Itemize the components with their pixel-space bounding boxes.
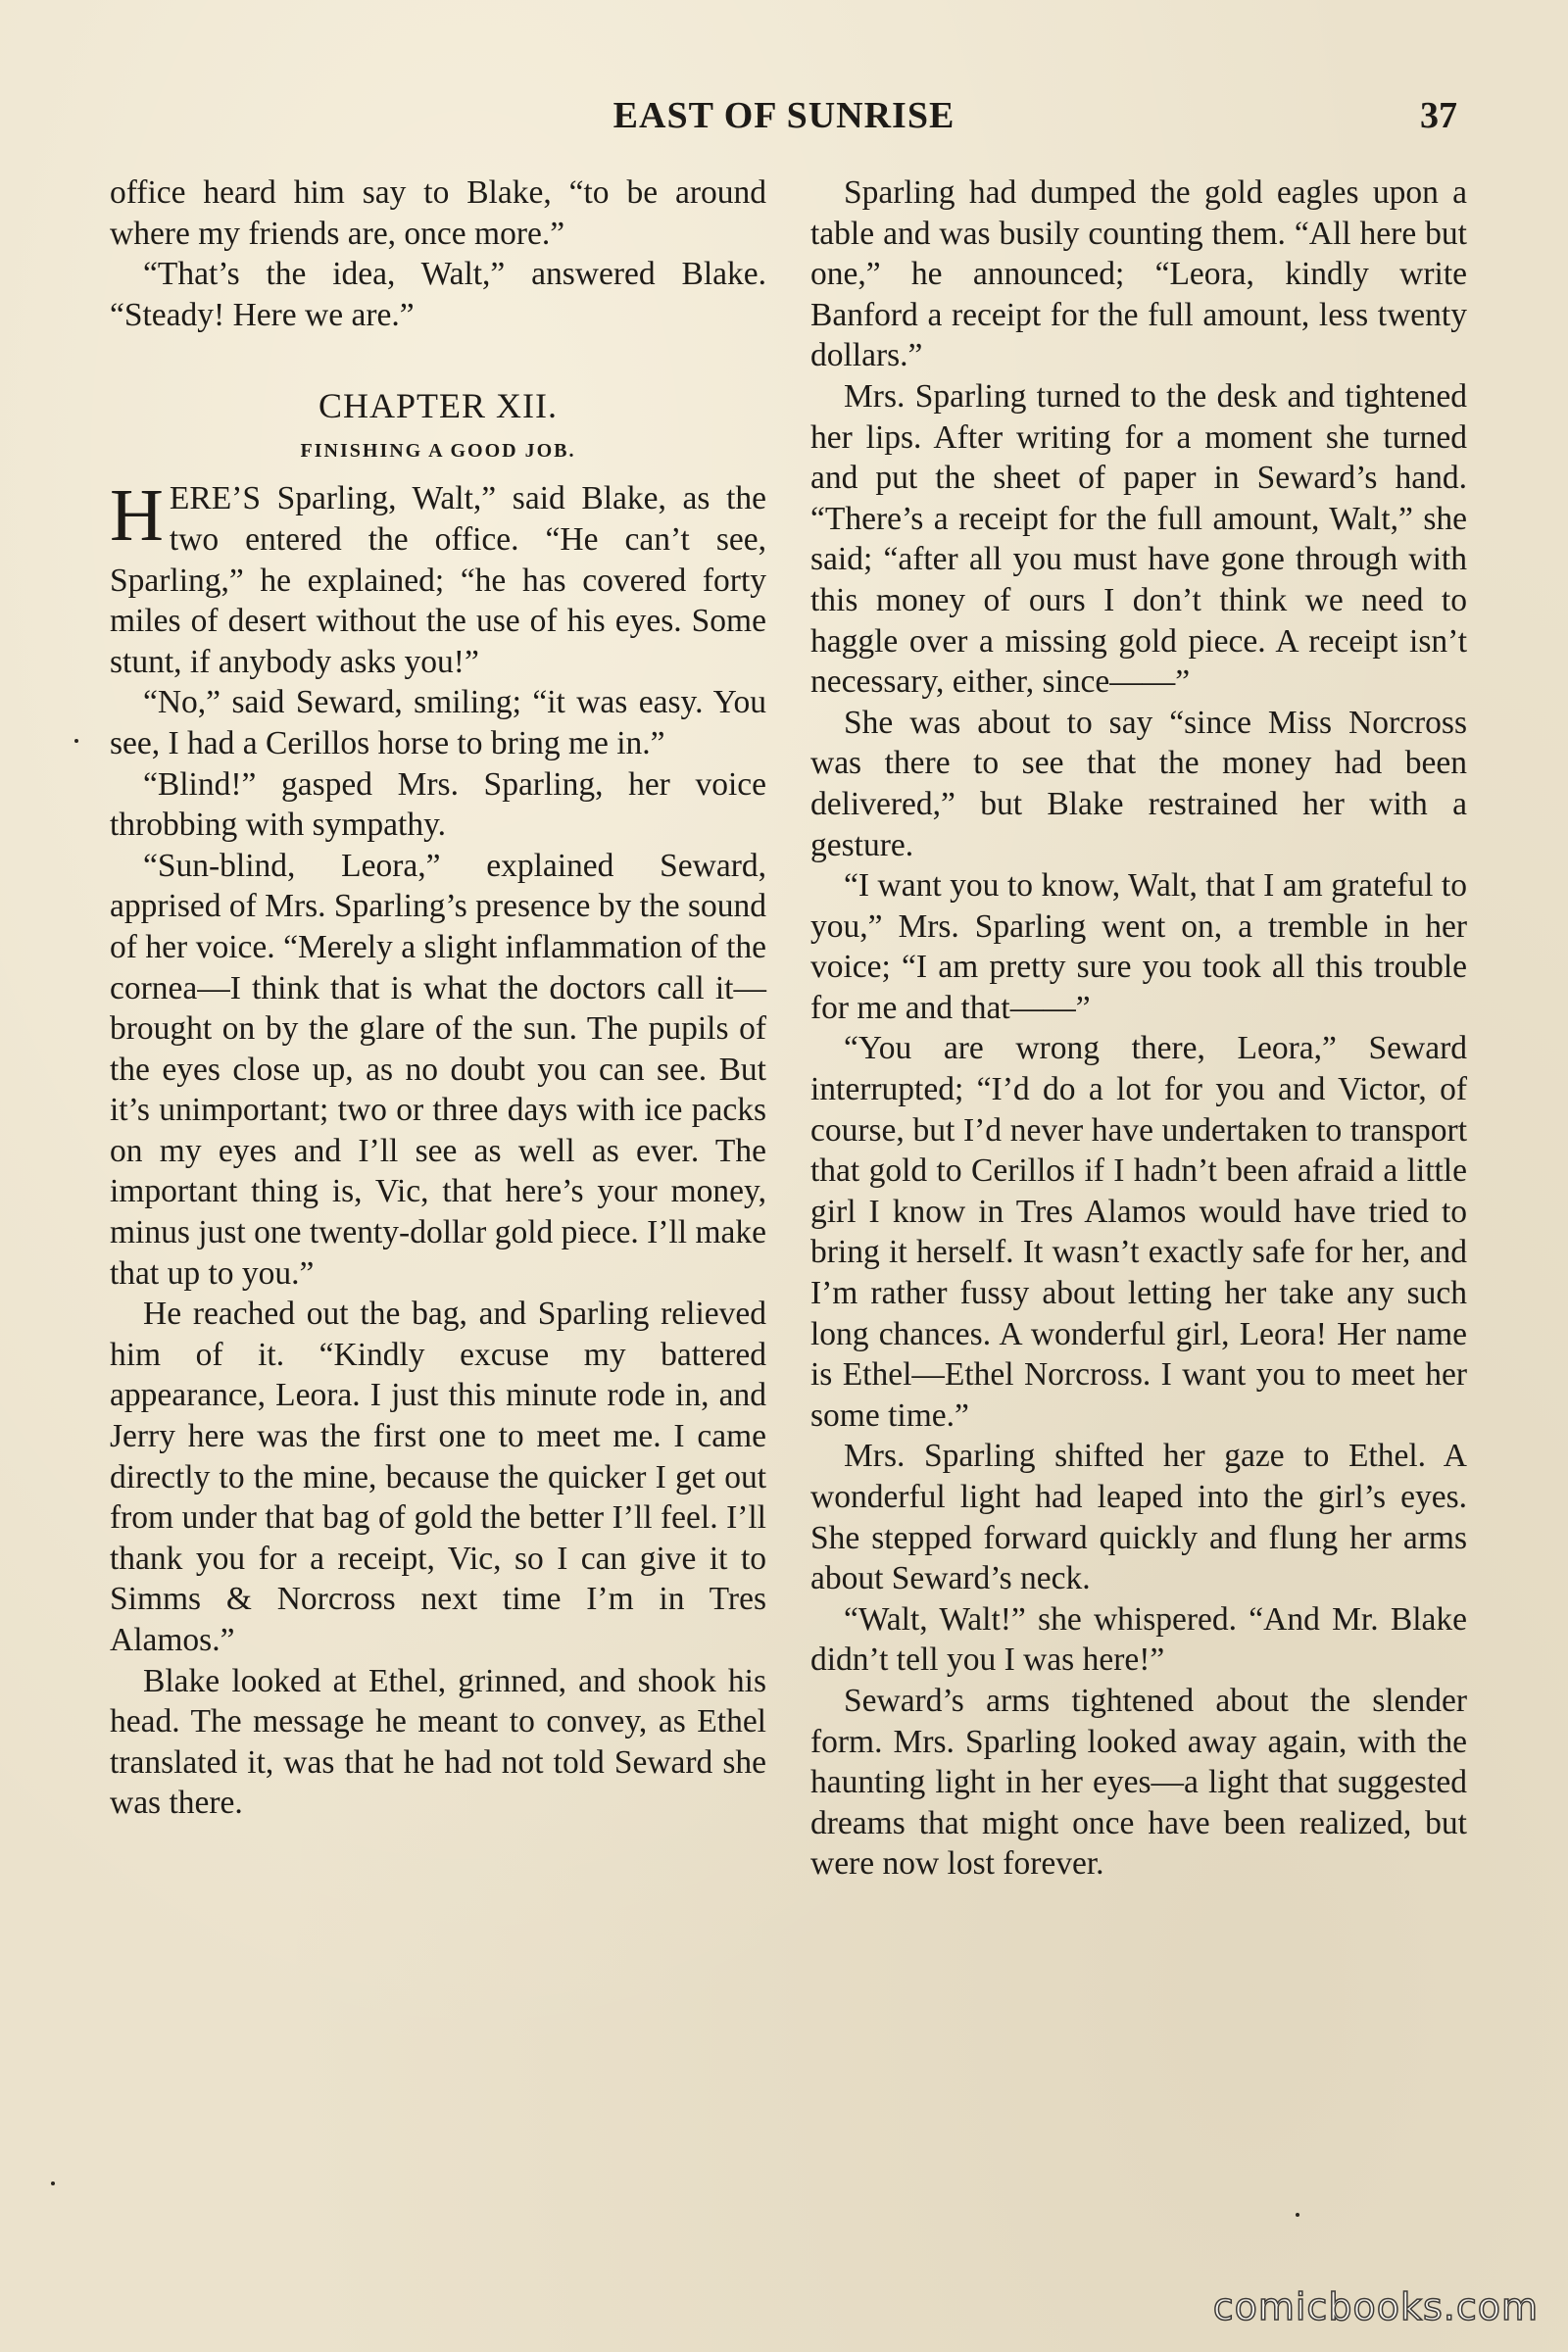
paragraph: “No,” said Seward, smiling; “it was easy. You see, I had a Cerillos horse to bring me in.” — [110, 684, 766, 761]
paragraph: She was about to say “since Miss Norcross was there to see that the money had been delivered,” but Blake restrained her with a gesture. — [810, 704, 1467, 863]
paragraph: “That’s the idea, Walt,” answered Blake. “Steady! Here we are.” — [110, 256, 766, 333]
paragraph: office heard him say to Blake, “to be around where my friends are, once more.” — [110, 174, 766, 252]
paragraph: Seward’s arms tightened about the slender form. Mrs. Sparling looked away again, with the haunting light in her eyes—a light that suggested dreams that might once have been realized, but were now lost forever. — [810, 1682, 1467, 1883]
chapter-subtitle: FINISHING A GOOD JOB. — [300, 440, 576, 463]
running-title: EAST OF SUNRISE — [612, 95, 956, 136]
print-speck — [74, 739, 78, 743]
paragraph: “Walt, Walt!” she whispered. “And Mr. Blake didn’t tell you I was here!” — [810, 1600, 1467, 1679]
chapter-heading: CHAPTER XII. — [318, 386, 558, 426]
paragraph: “Blind!” gasped Mrs. Sparling, her voice throbbing with sympathy. — [110, 765, 766, 844]
print-speck — [1296, 2213, 1299, 2217]
paragraph: “You are wrong there, Leora,” Seward interrupted; “I’d do a lot for you and Victor, of course, but I’d never have undertaken to transport that gold to Cerillos if I hadn’t been afraid a little girl I know in Tres Alamos would have tried to bring it herself. It wasn’t exactly safe for her, and I’m rather fussy about letting her take any such long chances. A wonderful girl, Leora! Her name is Ethel—Ethel Norcross. I want you to meet her some time.” — [810, 1030, 1467, 1434]
paragraph-text: ERE’S Sparling, Walt,” said Blake, as the two entered the office. “He can’t see, Sparling,” he explained; “he has covered forty miles of desert without the use of his eyes. Some stunt, if anybody asks you!” — [110, 480, 766, 680]
paragraph: Sparling had dumped the gold eagles upon a table and was busily counting them. “All here but one,” he announced; “Leora, kindly write Banford a receipt for the full amount, less twenty dollars.” — [810, 174, 1467, 374]
chapter-opening-paragraph — [110, 474, 766, 682]
paragraph: “I want you to know, Walt, that I am grateful to you,” Mrs. Sparling went on, a tremble in her voice; “I am pretty sure you took all this trouble for me and that——” — [810, 867, 1467, 1026]
page-number: 37 — [1420, 95, 1457, 136]
right-column — [810, 172, 1467, 1885]
left-column — [110, 172, 766, 1824]
watermark-text: comicbooks.com — [1212, 2285, 1539, 2328]
paragraph: “Sun-blind, Leora,” explained Seward, apprised of Mrs. Sparling’s presence by the sound of her voice. “Merely a slight inflammation of the cornea—I think that is what the doctors call it—brought on by the glare of the sun. The pupils of the eyes close up, as no doubt you can see. But it’s unimportant; two or three days with ice packs on my eyes and I’ll see as well as ever. The important thing is, Vic, that here’s your money, minus just one twenty-dollar gold piece. I’ll make that up to you.” — [110, 847, 766, 1292]
paragraph: Mrs. Sparling shifted her gaze to Ethel. A wonderful light had leaped into the girl’s eyes. She stepped forward quickly and flung her arms about Seward’s neck. — [810, 1438, 1467, 1597]
paragraph: Blake looked at Ethel, grinned, and shook his head. The message he meant to convey, as Ethel translated it, was that he had not told Seward she was there. — [110, 1662, 766, 1822]
print-speck — [51, 2181, 55, 2185]
paragraph: He reached out the bag, and Sparling relieved him of it. “Kindly excuse my battered appearance, Leora. I just this minute rode in, and Jerry here was the first one to meet me. I came directly to the mine, because the quicker I get out from under that bag of gold the better I’ll feel. I’ll thank you for a receipt, Vic, so I can give it to Simms & Norcross next time I’m in Tres Alamos.” — [110, 1296, 766, 1658]
drop-cap: H — [110, 474, 164, 558]
paragraph: Mrs. Sparling turned to the desk and tightened her lips. After writing for a moment she turned and put the sheet of paper in Seward’s hand. “There’s a receipt for the full amount, Walt,” she said; “after all you must have gone through with this money of ours I don’t think we need to haggle over a missing gold piece. A receipt isn’t necessary, either, since——” — [810, 377, 1467, 701]
